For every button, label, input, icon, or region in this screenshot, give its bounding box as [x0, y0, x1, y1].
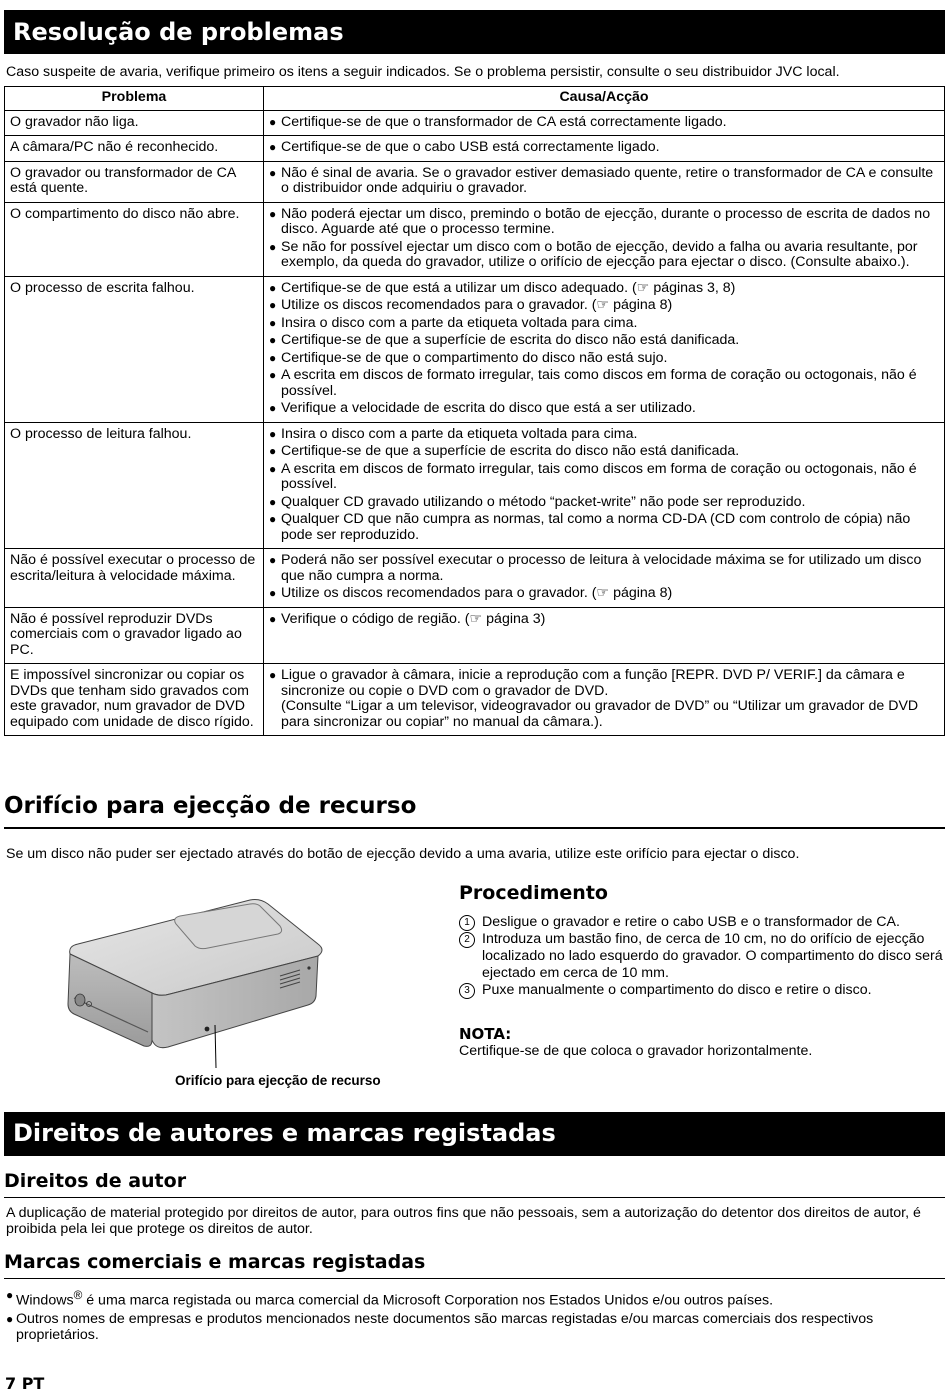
problem-cell: O gravador ou transformador de CA está quente. [5, 161, 264, 202]
cause-item [269, 462, 939, 493]
section-title-copyright-trademarks: Direitos de autores e marcas registadas [4, 1112, 945, 1156]
cause-item [269, 427, 939, 443]
trademark-windows-text: é uma marca registada ou marca comercial da Microsoft Corporation nos Estados Unidos e/ou outros países. [82, 1292, 774, 1309]
registered-mark: ® [73, 1288, 83, 1302]
problem-cell: A câmara/PC não é reconhecido. [5, 136, 264, 162]
cause-item [269, 586, 939, 602]
trademark-windows [6, 1287, 944, 1309]
procedure-step [459, 982, 944, 999]
cause-list [269, 140, 939, 156]
bullet-icon: ● [269, 350, 277, 365]
cause-item [269, 207, 939, 238]
cause-list [269, 668, 939, 730]
header-problem: Problema [5, 87, 264, 111]
table-row [5, 607, 945, 664]
bullet-icon: ● [269, 461, 277, 476]
cause-item [269, 240, 939, 271]
problem-cell: Não é possível reproduzir DVDs comerciais com o gravador ligado ao PC. [5, 607, 264, 664]
emergency-eject-caption: Orifício para ejecção de recurso [175, 1073, 381, 1088]
cause-item [269, 166, 939, 197]
cause-text: A escrita em discos de formato irregular, tais como discos em forma de coração ou octogonais, não é possível. [281, 367, 917, 399]
cause-cell [264, 549, 945, 608]
bullet-icon: ● [269, 165, 277, 180]
cause-list [269, 281, 939, 417]
cause-item [269, 368, 939, 399]
troubleshooting-intro: Caso suspeite de avaria, verifique primeiro os itens a seguir indicados. Se o problema persistir, consulte o seu distribuidor JVC local. [6, 64, 840, 80]
step-text: Desligue o gravador e retire o cabo USB e o transformador de CA. [482, 914, 900, 930]
section-title-emergency-eject: Orifício para ejecção de recurso [4, 793, 945, 829]
cause-text: Certifique-se de que o transformador de CA está correctamente ligado. [281, 113, 727, 130]
cause-item [269, 668, 939, 730]
cause-text: Qualquer CD gravado utilizando o método “packet-write” não pode ser reproduzido. [281, 493, 806, 510]
bullet-icon: ● [269, 512, 277, 526]
table-row [5, 664, 945, 736]
cause-cell [264, 136, 945, 162]
bullet-icon: ● [269, 668, 277, 682]
cause-item [269, 401, 939, 417]
bullet-icon: ● [269, 553, 277, 567]
cause-list [269, 207, 939, 271]
problem-cell: Não é possível executar o processo de escrita/leitura à velocidade máxima. [5, 549, 264, 608]
cause-cell [264, 664, 945, 736]
cause-list [269, 115, 939, 131]
table-row [5, 136, 945, 162]
cause-cell [264, 202, 945, 276]
step-number-icon: 2 [459, 932, 475, 948]
section-title-troubleshooting: Resolução de problemas [4, 10, 945, 54]
procedure-step [459, 931, 944, 982]
step-text: Puxe manualmente o compartimento do disco e retire o disco. [482, 982, 872, 998]
table-row [5, 276, 945, 422]
bullet-icon: ● [6, 1288, 14, 1302]
table-row [5, 161, 945, 202]
trademark-windows-name: Windows [16, 1292, 74, 1309]
emergency-eject-intro: Se um disco não puder ser ejectado através do botão de ejecção devido a uma avaria, utilize este orifício para ejectar o disco. [6, 846, 800, 862]
nota-label: NOTA: [459, 1025, 512, 1043]
cause-text: Certifique-se de que o cabo USB está correctamente ligado. [281, 139, 660, 155]
cause-text: Se não for possível ejectar um disco com o botão de ejecção, devido a falha ou avaria resultante, por exemplo, da queda do gravador, utilize o orifício de ejecção para ejectar o disco. (Consulte abaixo.). [281, 238, 918, 270]
trademarks-heading: Marcas comerciais e marcas registadas [4, 1251, 945, 1279]
nota-text: Certifique-se de que coloca o gravador horizontalmente. [459, 1043, 813, 1059]
cause-item [269, 495, 939, 511]
cause-item [269, 351, 939, 367]
cause-item [269, 333, 939, 349]
copyright-text: A duplicação de material protegido por direitos de autor, para outros fins que não pessoais, sem a autorização do detentor dos direitos de autor, é proibida pela lei que protege os direitos de autor. [6, 1205, 921, 1237]
cause-cell [264, 161, 945, 202]
cause-item [269, 512, 939, 543]
table-header-row [5, 87, 945, 111]
cause-list [269, 166, 939, 197]
bullet-icon: ● [269, 426, 277, 441]
bullet-icon: ● [269, 140, 277, 154]
table-row [5, 202, 945, 276]
trademark-other [6, 1311, 944, 1343]
cause-text: A escrita em discos de formato irregular, tais como discos em forma de coração ou octogonais, não é possível. [281, 460, 917, 492]
copyright-heading: Direitos de autor [4, 1170, 945, 1198]
procedure-steps [459, 914, 944, 999]
cause-text: Certifique-se de que a superfície de escrita do disco não está danificada. [281, 332, 740, 348]
problem-cell: O processo de leitura falhou. [5, 422, 264, 549]
bullet-icon: ● [269, 114, 277, 129]
cause-text: Não poderá ejectar um disco, premindo o botão de ejecção, durante o processo de escrita de dados no disco. Aguarde até que o processo termine. [281, 205, 931, 237]
problem-cell: O gravador não liga. [5, 110, 264, 136]
procedure-step [459, 914, 944, 931]
cause-text: Insira o disco com a parte da etiqueta voltada para cima. [281, 314, 638, 331]
cause-item [269, 115, 939, 131]
problem-cell: O processo de escrita falhou. [5, 276, 264, 422]
cause-text: Certifique-se de que a superfície de escrita do disco não está danificada. [281, 443, 740, 459]
cause-text: Utilize os discos recomendados para o gravador. (☞ página 8) [281, 585, 673, 601]
bullet-icon: ● [269, 401, 277, 415]
cause-text: Poderá não ser possível executar o processo de leitura à velocidade máxima se for utilizado um disco que não cumpra a norma. [281, 552, 922, 584]
cause-cell [264, 276, 945, 422]
step-number-icon: 1 [459, 915, 475, 931]
bullet-icon: ● [269, 333, 277, 347]
cause-item [269, 281, 939, 297]
cause-text: Não é sinal de avaria. Se o gravador estiver demasiado quente, retire o transformador de CA e consulte o distribuidor onde adquiriu o gravador. [281, 164, 934, 196]
bullet-icon: ● [269, 206, 277, 221]
procedure-title: Procedimento [459, 882, 608, 904]
cause-item [269, 553, 939, 584]
cause-item [269, 612, 939, 628]
emergency-eject-hole-icon [205, 1027, 210, 1032]
cause-text: Verifique a velocidade de escrita do disco que está a ser utilizado. [281, 400, 696, 416]
bullet-icon: ● [6, 1311, 14, 1326]
cause-item [269, 316, 939, 332]
bullet-icon: ● [269, 239, 277, 254]
cause-text: Verifique o código de região. (☞ página 3) [281, 610, 546, 627]
trademark-other-text: Outros nomes de empresas e produtos mencionados neste documentos são marcas registadas e/ou marcas comerciais dos respectivos proprietários. [16, 1310, 874, 1343]
bullet-icon: ● [269, 368, 277, 382]
cause-list [269, 612, 939, 628]
header-cause: Causa/Acção [264, 87, 945, 111]
cause-text: Qualquer CD que não cumpra as normas, tal como a norma CD-DA (CD com controlo de cópia) não pode ser reproduzido. [281, 511, 911, 543]
table-row [5, 549, 945, 608]
problem-cell: E impossível sincronizar ou copiar os DVDs que tenham sido gravados com este gravador, num gravador de DVD equipado com unidade de disco rígido. [5, 664, 264, 736]
cause-text: Certifique-se de que está a utilizar um disco adequado. (☞ páginas 3, 8) [281, 279, 736, 296]
cause-text: Ligue o gravador à câmara, inicie a reprodução com a função [REPR. DVD P/ VERIF.] da câmara e sincronize ou copie o DVD com o gravador de DVD. (Consulte “Ligar a um televisor, videogravador ou gravador de DVD” ou “Utilizar um gravador de DVD para sincronizar ou copiar” no manual da câmara.). [281, 667, 919, 730]
bullet-icon: ● [269, 315, 277, 330]
trademarks-list [6, 1287, 944, 1345]
cause-cell [264, 110, 945, 136]
table-row [5, 110, 945, 136]
cause-item [269, 444, 939, 460]
cause-text: Insira o disco com a parte da etiqueta voltada para cima. [281, 425, 638, 442]
cause-cell [264, 607, 945, 664]
bullet-icon: ● [269, 444, 277, 458]
page-number: 7 PT [5, 1374, 45, 1393]
cause-list [269, 427, 939, 544]
step-number-icon: 3 [459, 983, 475, 999]
bullet-icon: ● [269, 280, 277, 295]
cause-text: Utilize os discos recomendados para o gravador. (☞ página 8) [281, 297, 673, 313]
cause-item [269, 298, 939, 314]
bullet-icon: ● [269, 586, 277, 600]
bullet-icon: ● [269, 298, 277, 312]
table-row [5, 422, 945, 549]
bullet-icon: ● [269, 611, 277, 626]
cause-text: Certifique-se de que o compartimento do disco não está sujo. [281, 349, 668, 366]
cause-list [269, 553, 939, 602]
cause-item [269, 140, 939, 156]
cause-cell [264, 422, 945, 549]
bullet-icon: ● [269, 494, 277, 509]
problem-cell: O compartimento do disco não abre. [5, 202, 264, 276]
dvd-burner-illustration [60, 890, 340, 1070]
troubleshooting-table [4, 86, 945, 736]
step-text: Introduza um bastão fino, de cerca de 10 cm, no do orifício de ejecção localizado no lado esquerdo do gravador. O compartimento do disco será ejectado em cerca de 10 mm. [482, 931, 943, 981]
